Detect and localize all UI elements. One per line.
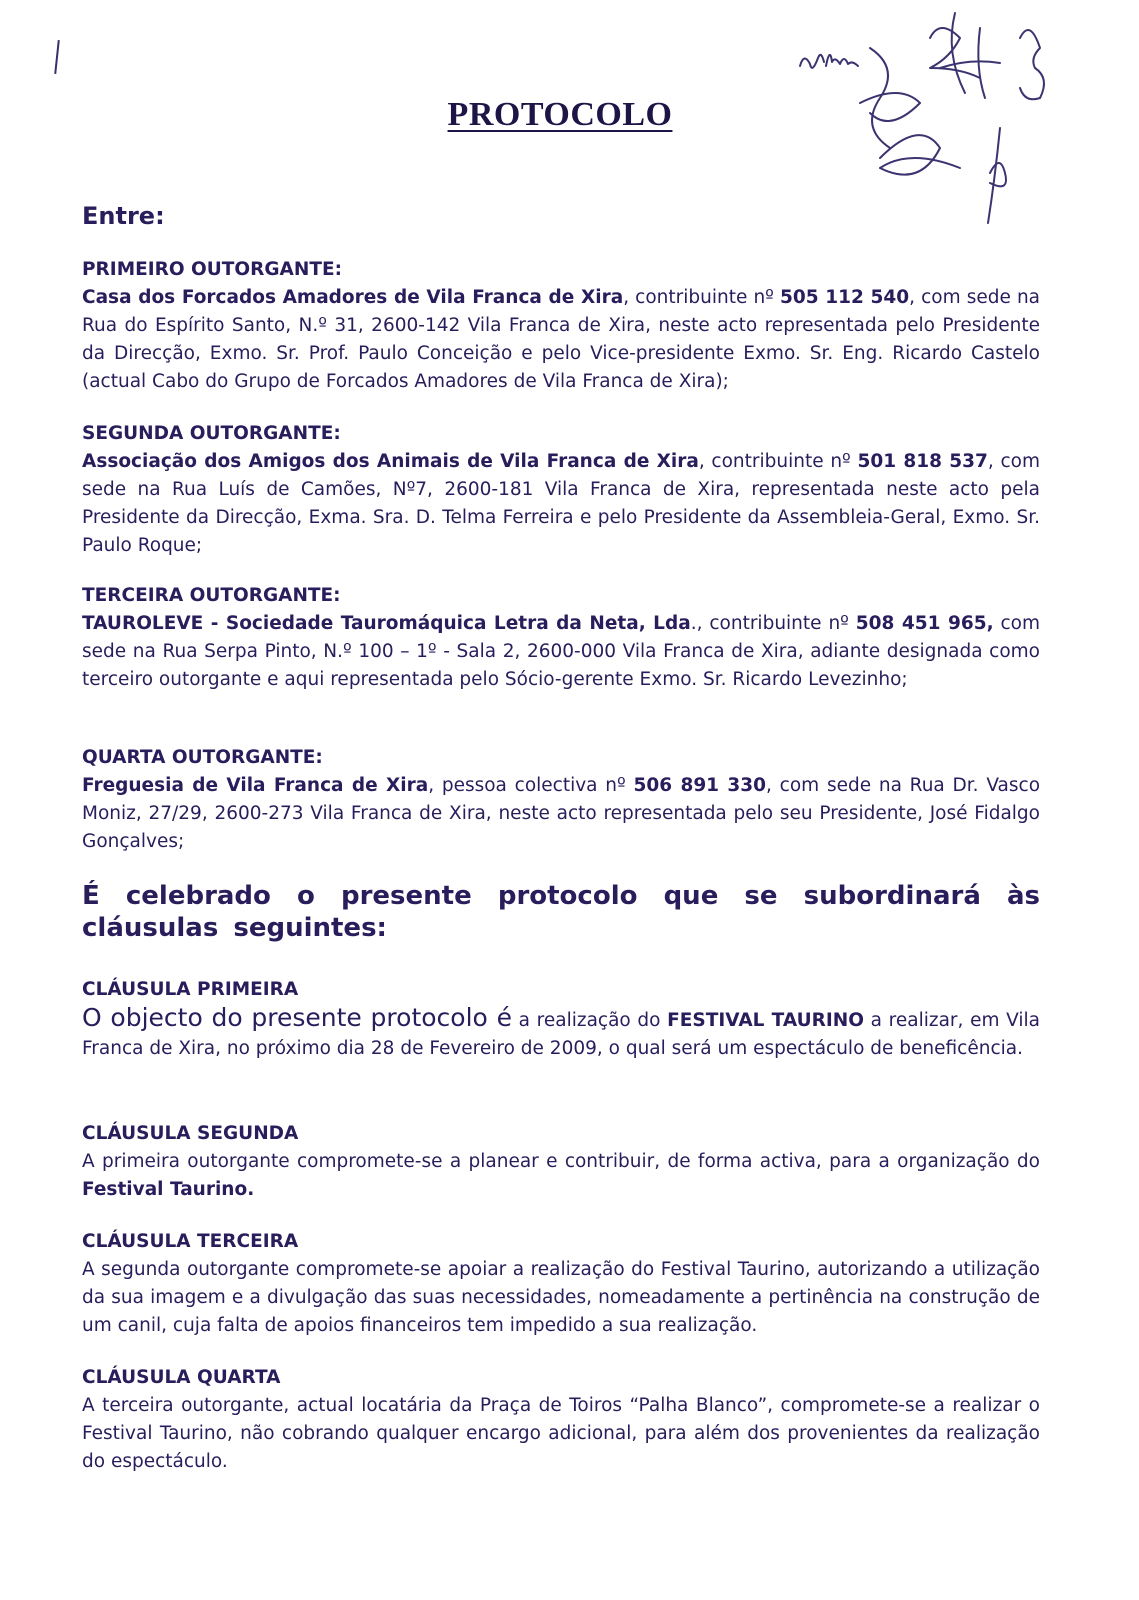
party-text: ., contribuinte nº xyxy=(690,613,856,634)
party-name: Associação dos Amigos dos Animais de Vila Franca de Xira xyxy=(82,451,699,472)
clause-text: A primeira outorgante compromete-se a planear e contribuir, de forma activa, para a organização do xyxy=(82,1151,1040,1172)
clause-primeira xyxy=(82,976,1040,1063)
party-nif: 506 891 330 xyxy=(633,775,767,796)
clause-heading: CLÁUSULA TERCEIRA xyxy=(82,1231,299,1252)
entre-label: Entre: xyxy=(82,202,165,230)
clause-text: A terceira outorgante, actual locatária da Praça de Toiros “Palha Blanco”, compromete-se a realizar o Festival Taurino, não cobrando qualquer encargo adicional, para além dos provenientes da realização do espectáculo. xyxy=(82,1395,1040,1472)
clause-segunda xyxy=(82,1120,1040,1204)
clause-terceira xyxy=(82,1228,1040,1340)
party-text: , com sede na Rua Luís de Camões, Nº7, 2600-181 Vila Franca de Xira, representada neste acto pela Presidente da Direcção, Exma. Sra. D. Telma Ferreira e pelo Presidente da Assembleia-Geral, Exmo. Sr. Paulo Roque; xyxy=(82,451,1040,556)
party-name: Freguesia de Vila Franca de Xira xyxy=(82,775,429,796)
clause-quarta xyxy=(82,1364,1040,1476)
party-terceira xyxy=(82,582,1040,694)
clause-heading: CLÁUSULA PRIMEIRA xyxy=(82,979,299,1000)
party-text: , com sede na Rua Dr. Vasco Moniz, 27/29, 2600-273 Vila Franca de Xira, neste acto representada pelo seu Presidente, José Fidalgo Gonçalves; xyxy=(82,775,1041,852)
clause-lead: O objecto do presente protocolo é xyxy=(82,1003,512,1032)
margin-mark xyxy=(54,40,60,74)
party-name: Casa dos Forcados Amadores de Vila Franca de Xira xyxy=(82,287,624,308)
clause-text: A segunda outorgante compromete-se apoiar a realização do Festival Taurino, autorizando a utilização da sua imagem e a divulgação das suas necessidades, nomeadamente a pertinência na construção de um canil, cuja falta de apoios financeiros tem impedido a sua realização. xyxy=(82,1259,1040,1336)
party-heading: QUARTA OUTORGANTE: xyxy=(82,747,323,768)
party-text: , contribuinte nº xyxy=(623,287,780,308)
party-nif: 508 451 965, xyxy=(855,613,994,634)
party-name: TAUROLEVE - Sociedade Tauromáquica Letra da Neta, Lda xyxy=(82,613,691,634)
clause-text: a realização do xyxy=(511,1010,668,1031)
party-nif: 505 112 540 xyxy=(779,287,910,308)
clause-bold: FESTIVAL TAURINO xyxy=(667,1010,864,1031)
clause-text: a realizar, em Vila Franca de Xira, no próximo dia 28 de Fevereiro de 2009, o qual será um espectáculo de beneficência. xyxy=(82,1010,1041,1059)
document-title: PROTOCOLO xyxy=(447,96,673,133)
party-heading: SEGUNDA OUTORGANTE: xyxy=(82,423,341,444)
party-heading: PRIMEIRO OUTORGANTE: xyxy=(82,259,343,280)
party-nif: 501 818 537 xyxy=(857,451,988,472)
party-text: com sede na Rua Serpa Pinto, N.º 100 – 1º - Sala 2, 2600-000 Vila Franca de Xira, adiante designada como terceiro outorgante e aqui representada pelo Sócio-gerente Exmo. Sr. Ricardo Levezinho; xyxy=(82,613,1041,690)
clause-heading: CLÁUSULA SEGUNDA xyxy=(82,1123,299,1144)
clause-bold: Festival Taurino. xyxy=(82,1179,255,1200)
party-primeiro xyxy=(82,256,1040,396)
clause-heading: CLÁUSULA QUARTA xyxy=(82,1367,281,1388)
party-text: , pessoa colectiva nº xyxy=(428,775,634,796)
party-segunda xyxy=(82,420,1040,560)
intro-statement: É celebrado o presente protocolo que se subordinará às cláusulas seguintes: xyxy=(82,881,1040,943)
party-text: , com sede na Rua do Espírito Santo, N.º 31, 2600-142 Vila Franca de Xira, neste acto representada pelo Presidente da Direcção, Exmo. Sr. Prof. Paulo Conceição e pelo Vice-presidente Exmo. Sr. Eng. Ricardo Castelo (actual Cabo do Grupo de Forcados Amadores de Vila Franca de Xira); xyxy=(82,287,1041,392)
party-heading: TERCEIRA OUTORGANTE: xyxy=(82,585,341,606)
party-quarta xyxy=(82,744,1040,856)
party-text: , contribuinte nº xyxy=(698,451,858,472)
